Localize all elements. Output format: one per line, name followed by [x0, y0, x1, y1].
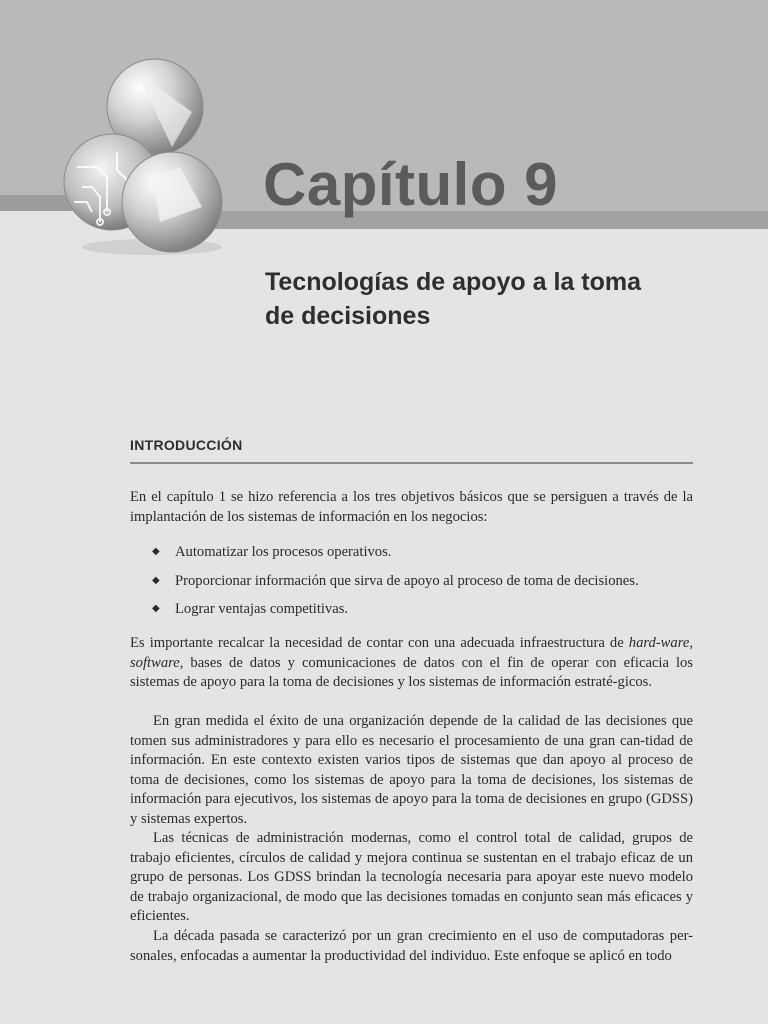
section-heading: INTRODUCCIÓN: [130, 437, 243, 453]
chapter-subtitle-line2: de decisiones: [265, 302, 431, 330]
intro-paragraph: En el capítulo 1 se hizo referencia a los tres objetivos básicos que se persiguen a través de la implantación de los sistemas de información en los negocios:: [130, 489, 693, 525]
bullet-icon: ◆: [152, 603, 160, 615]
list-item: ◆ Automatizar los procesos operativos.: [152, 544, 392, 560]
objectives-list: [130, 542, 693, 628]
paragraph-infrastructure: Es importante recalcar la necesidad de contar con una adecuada infraestructura de hard-ware, software, bases de datos y comunicaciones de datos con el fin de operar con eficacia los sistemas de apoyo para la toma de decisiones y los sistemas de información estraté-gicos.: [130, 635, 693, 690]
bullet-icon: ◆: [152, 574, 160, 586]
chapter-subtitle: [265, 265, 685, 333]
chapter-subtitle-line1: Tecnologías de apoyo a la toma: [265, 268, 642, 296]
bullet-icon: ◆: [152, 546, 160, 557]
list-item: ◆ Proporcionar información que sirva de apoyo al proceso de toma de decisiones.: [152, 572, 639, 589]
decorative-spheres-icon: [52, 52, 232, 262]
paragraph-decade: La década pasada se caracterizó por un gran crecimiento en el uso de computadoras per-sonales, enfocadas a aumentar la productividad del individuo. Este enfoque se aplicó en todo: [130, 928, 693, 964]
paragraph-decisions: En gran medida el éxito de una organización depende de la calidad de las decisiones que tomen sus administradores y para ello es necesario el procesamiento de una gran can-tidad de información. En este contexto existen varios tipos de sistemas que dan apoyo al proceso de toma de decisiones, como los sistemas de apoyo para la toma de decisiones, los sistemas de información para ejecutivos, los sistemas de apoyo para la toma de decisiones en grupo (GDSS) y sistemas expertos.: [130, 713, 693, 827]
list-item: ◆ Lograr ventajas competitivas.: [152, 601, 349, 618]
section-divider: [130, 462, 693, 464]
paragraph-techniques: Las técnicas de administración modernas, como el control total de calidad, grupos de trabajo eficientes, círculos de calidad y mejora continua se sustentan en el trabajo eficaz de un grupo de personas. Los GDSS brindan la tecnología necesaria para apoyar este nuevo modelo de trabajo organizacional, de modo que las decisiones tomadas en conjunto sean más eficaces y eficientes.: [130, 830, 693, 924]
chapter-title: Capítulo 9: [263, 151, 559, 218]
